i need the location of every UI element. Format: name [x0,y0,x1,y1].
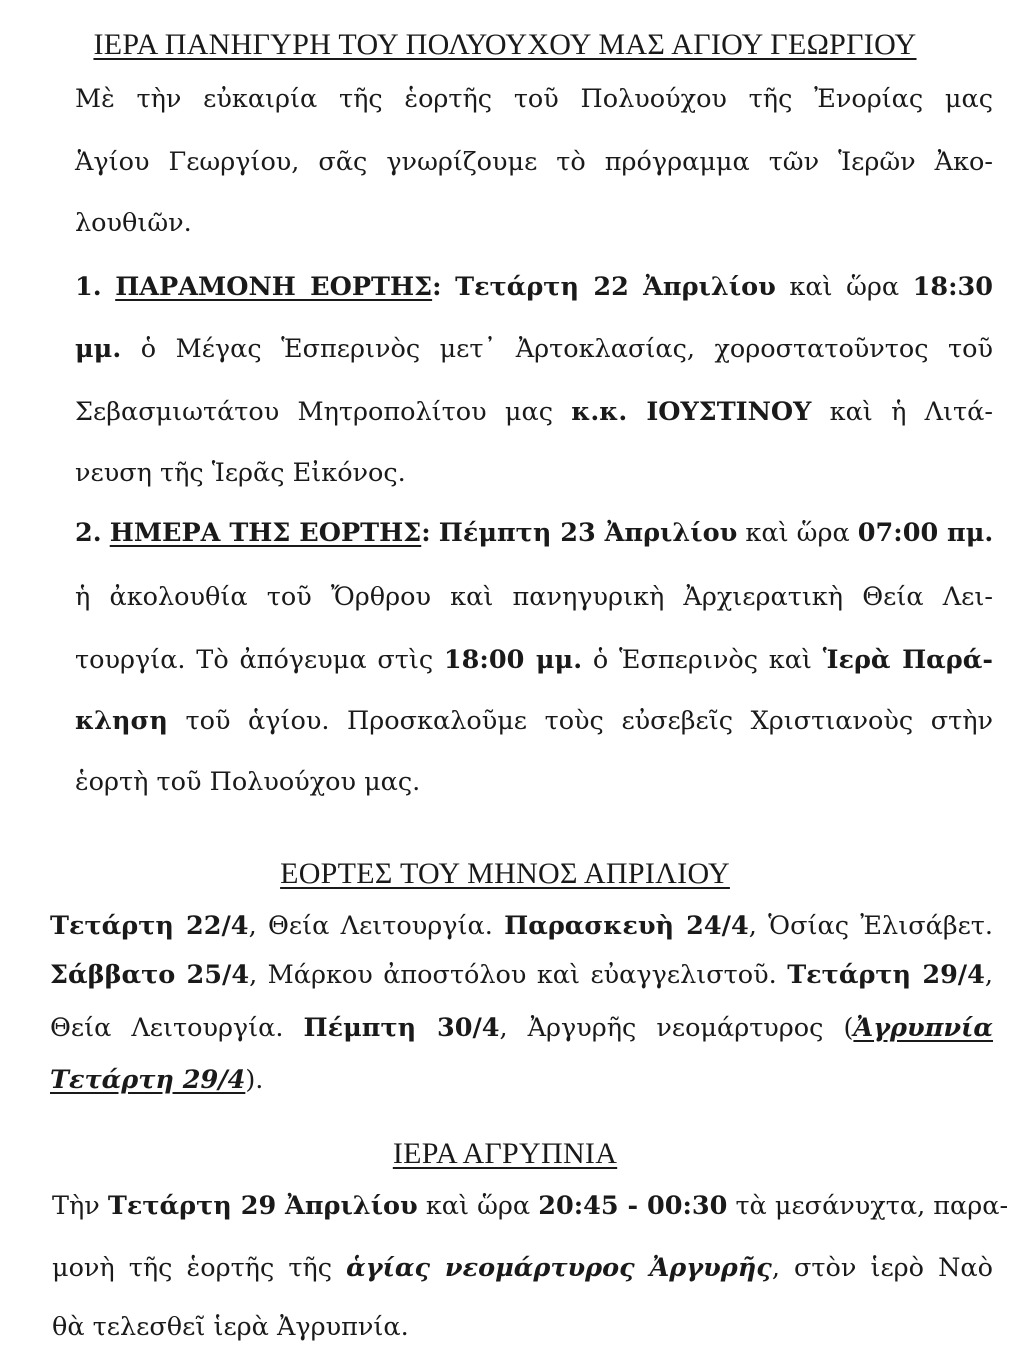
eortes-line-4: Τετάρτη 29/4). [50,1065,264,1095]
intro-line-1: Μὲ τὴν εὐκαιρία τῆς ἑορτῆς τοῦ Πολυούχου τῆς Ἐνορίας μας [75,84,993,114]
agrypnia-line-2: μονὴ τῆς ἑορτῆς τῆς ἁγίας νεομάρτυρος Ἀργυρῆς, στὸν ἱερὸ Ναὸ [52,1253,993,1283]
item2-line-2: ἡ ἀκολουθία τοῦ Ὄρθρου καὶ πανηγυρικὴ Ἀρχιερατικὴ Θεία Λει- [75,582,993,612]
panigyri-title: ΙΕΡΑ ΠΑΝΗΓΥΡΗ ΤΟΥ ΠΟΛΥΟΥΧΟΥ ΜΑΣ ΑΓΙΟΥ ΓΕΩΡΓΙΟΥ [93,28,917,61]
agrypnia-note: Ἀγρυπνία [853,1013,994,1043]
item2-time: 07:00 πμ. [857,518,994,548]
item2-line-1: 2. ΗΜΕΡΑ ΤΗΣ ΕΟΡΤΗΣ: Πέμπτη 23 Ἀπριλίου καὶ ὥρα 07:00 πμ. [75,518,994,548]
item2-line-5: ἑορτὴ τοῦ Πολυούχου μας. [75,767,421,797]
eortes-title: ΕΟΡΤΕΣ ΤΟΥ ΜΗΝΟΣ ΑΠΡΙΛΙΟΥ [280,857,730,890]
item2-day: Πέμπτη 23 Ἀπριλίου [438,518,738,548]
intro-line-2: Ἁγίου Γεωργίου, σᾶς γνωρίζουμε τὸ πρόγραμμα τῶν Ἱερῶν Ἀκο- [75,147,993,177]
eortes-line-3: Θεία Λειτουργία. Πέμπτη 30/4, Ἀργυρῆς νεομάρτυρος (Ἀγρυπνία [50,1013,994,1043]
eortes-line-2: Σάββατο 25/4, Μάρκου ἀποστόλου καὶ εὐαγγελιστοῦ. Τετάρτη 29/4, [50,960,993,990]
metropolitan-name: κ.κ. ΙΟΥΣΤΙΝΟΥ [571,397,812,427]
agrypnia-line-1: Τὴν Τετάρτη 29 Ἀπριλίου καὶ ὥρα 20:45 - 00:30 τὰ μεσάνυχτα, παρα- [52,1191,1009,1221]
item2-line-3: τουργία. Τὸ ἀπόγευμα στὶς 18:00 μμ. ὁ Ἑσπερινὸς καὶ Ἱερὰ Παρά- [75,645,993,675]
eortes-line-1: Τετάρτη 22/4, Θεία Λειτουργία. Παρασκευὴ 24/4, Ὁσίας Ἐλισάβετ. [50,911,994,941]
item1-line-1: 1. ΠΑΡΑΜΟΝΗ ΕΟΡΤΗΣ: Τετάρτη 22 Ἀπριλίου καὶ ὥρα 18:30 [75,272,994,302]
agrypnia-title: ΙΕΡΑ ΑΓΡΥΠΝΙΑ [392,1137,618,1170]
item1-time: 18:30 [912,272,994,302]
item1-day: Τετάρτη 22 Ἀπριλίου [455,272,776,302]
item2-line-4: κληση τοῦ ἁγίου. Προσκαλοῦμε τοὺς εὐσεβεῖς Χριστιανοὺς στὴν [75,706,993,736]
agrypnia-line-3: θὰ τελεσθεῖ ἱερὰ Ἀγρυπνία. [52,1312,409,1342]
item1-line-2: μμ. ὁ Μέγας Ἑσπερινὸς μετ᾽ Ἀρτοκλασίας, χοροστατοῦντος τοῦ [75,334,994,364]
item1-line-4: νευση τῆς Ἱερᾶς Εἰκόνος. [75,458,406,488]
intro-line-3: λουθιῶν. [75,208,192,238]
item1-label: ΠΑΡΑΜΟΝΗ ΕΟΡΤΗΣ [115,272,433,302]
item1-line-3: Σεβασμιωτάτου Μητροπολίτου μας κ.κ. ΙΟΥΣΤΙΝΟΥ καὶ ἡ Λιτά- [75,397,993,427]
saint-name: ἁγίας νεομάρτυρος Ἀργυρῆς [346,1253,772,1283]
item2-label: ΗΜΕΡΑ ΤΗΣ ΕΟΡΤΗΣ [109,518,422,548]
